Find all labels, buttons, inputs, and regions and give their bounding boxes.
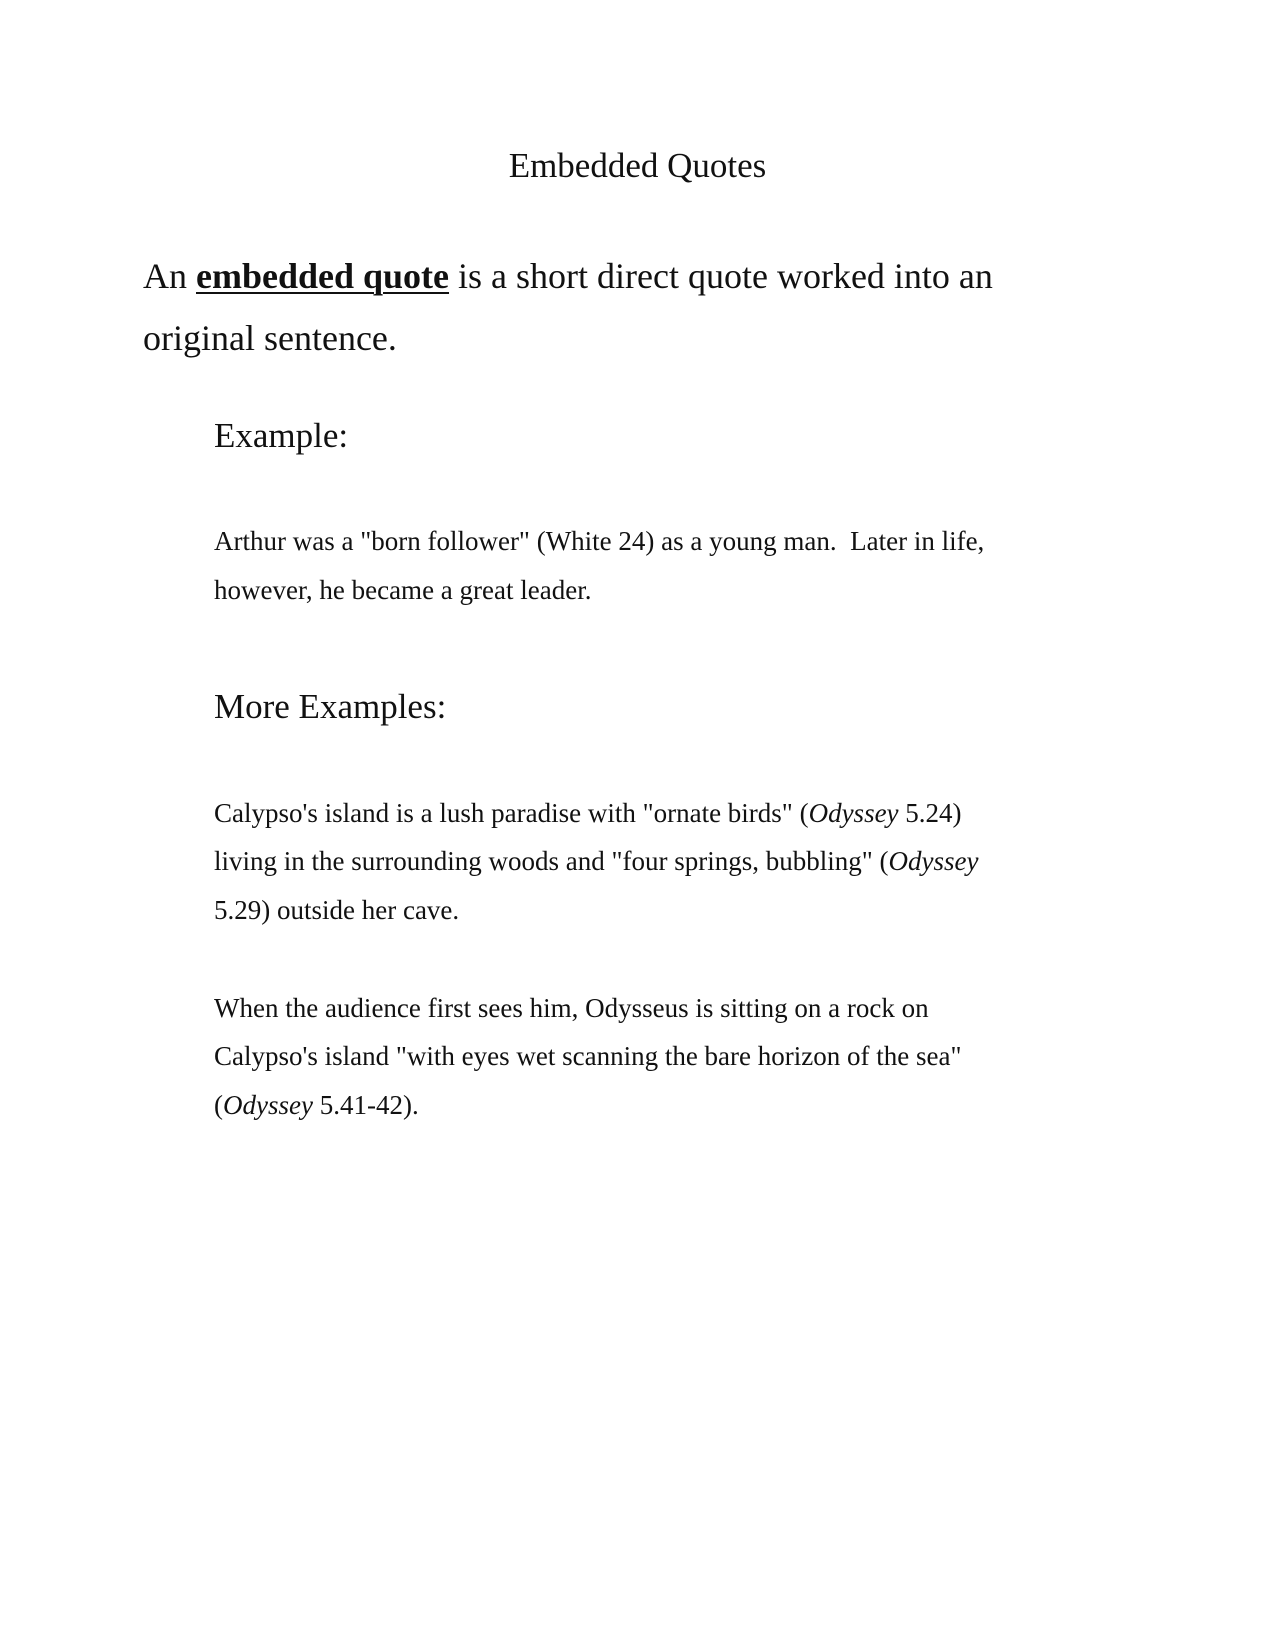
example1-line-3: 5.29) outside her cave.	[214, 895, 460, 925]
example-heading: Example:	[214, 416, 349, 455]
text: Calypso's island is a lush paradise with "ornate birds" (	[214, 798, 809, 828]
definition-line-1	[143, 258, 993, 294]
example-line-1: Arthur was a "born follower" (White 24) as a young man. Later in life,	[214, 526, 985, 556]
example1-line-1	[214, 800, 962, 827]
more-examples-heading: More Examples:	[214, 687, 447, 726]
example-line-2: however, he became a great leader.	[214, 575, 592, 605]
text: 5.41-42).	[312, 1090, 419, 1120]
page-title: Embedded Quotes	[508, 146, 767, 185]
italic-title: Odyssey	[223, 1090, 313, 1120]
example1-line-2	[214, 848, 978, 875]
definition-text: is a short direct quote worked into an	[449, 256, 993, 296]
example2-line-2: Calypso's island "with eyes wet scanning the bare horizon of the sea"	[214, 1041, 962, 1071]
italic-title: Odyssey	[808, 798, 899, 828]
defined-term: embedded quote	[196, 256, 450, 296]
example2-line-1: When the audience first sees him, Odysseus is sitting on a rock on	[214, 993, 929, 1023]
text: (	[214, 1090, 223, 1120]
text: living in the surrounding woods and "four springs, bubbling" (	[214, 846, 889, 876]
text: 5.24)	[898, 798, 962, 828]
definition-line-2: original sentence.	[143, 318, 397, 358]
italic-title: Odyssey	[888, 846, 979, 876]
definition-prefix: An	[143, 256, 196, 296]
example2-line-3	[214, 1092, 419, 1119]
